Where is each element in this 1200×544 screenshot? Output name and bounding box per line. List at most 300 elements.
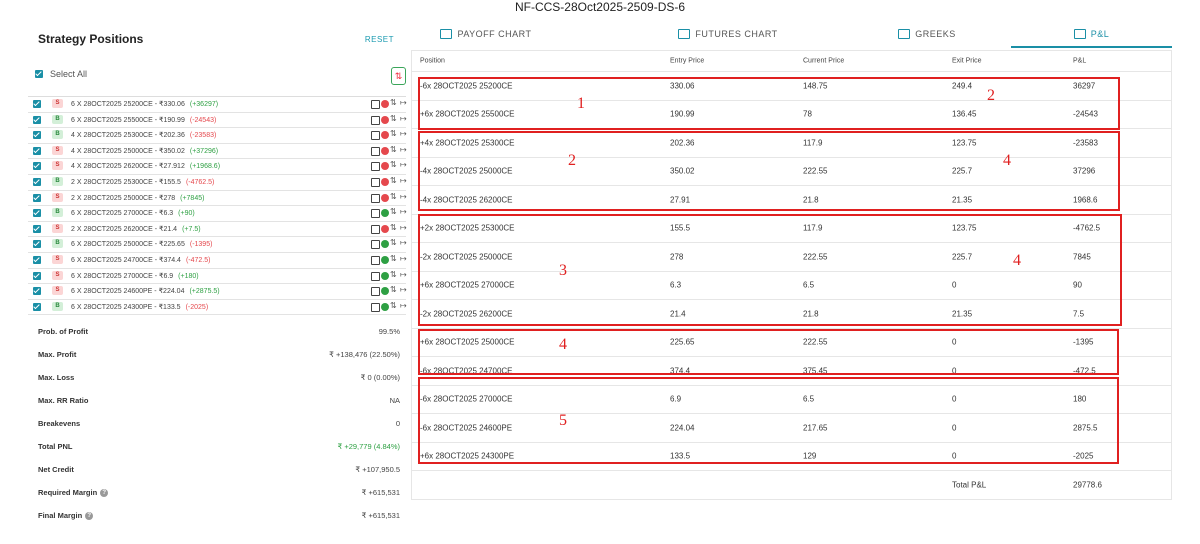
leg-actions xyxy=(371,99,407,109)
annotation-number: 2 xyxy=(568,152,576,169)
tab-greeks[interactable] xyxy=(857,22,997,46)
status-dot-icon[interactable] xyxy=(381,240,389,248)
table-cell: -6x 28OCT2025 27000CE xyxy=(420,394,513,404)
table-cell: 0 xyxy=(952,337,957,347)
status-dot-icon[interactable] xyxy=(381,194,389,202)
leg-pnl: (+7845) xyxy=(180,194,205,202)
annotation-number: 4 xyxy=(559,336,567,353)
leg-actions xyxy=(371,177,407,187)
table-cell: -4x 28OCT2025 25000CE xyxy=(420,166,513,176)
leg-price: ₹278 xyxy=(158,194,176,202)
edit-icon[interactable] xyxy=(371,287,380,296)
exit-icon[interactable]: ↦ xyxy=(400,144,407,154)
stat-value: NA xyxy=(389,396,400,406)
leg-qty: 2 xyxy=(71,178,75,186)
exit-icon[interactable]: ↦ xyxy=(400,253,407,263)
leg-label: 2 X 28OCT2025 26200CE - ₹21.4 (+7.5) xyxy=(71,225,201,233)
exit-icon[interactable]: ↦ xyxy=(400,129,407,139)
edit-icon[interactable] xyxy=(371,116,380,125)
leg-contract: 28OCT2025 25500CE xyxy=(83,116,153,124)
swap-icon[interactable]: ⇅ xyxy=(390,144,397,154)
swap-icon[interactable]: ⇅ xyxy=(390,238,397,248)
swap-icon[interactable]: ⇅ xyxy=(390,191,397,201)
strategy-positions-panel xyxy=(28,26,406,541)
leg-qty: 4 xyxy=(71,147,75,155)
exit-icon[interactable]: ↦ xyxy=(400,222,407,232)
swap-icon[interactable]: ⇅ xyxy=(390,207,397,217)
total-value: 29778.6 xyxy=(1073,480,1102,490)
table-cell: 222.55 xyxy=(803,252,828,262)
leg-checkbox[interactable] xyxy=(33,116,41,124)
table-cell: 123.75 xyxy=(952,138,977,148)
exit-icon[interactable]: ↦ xyxy=(400,300,407,310)
table-cell: 37296 xyxy=(1073,166,1096,176)
leg-checkbox[interactable] xyxy=(33,178,41,186)
swap-icon[interactable]: ⇅ xyxy=(390,175,397,185)
swap-icon[interactable]: ⇅ xyxy=(390,222,397,232)
edit-icon[interactable] xyxy=(371,303,380,312)
stat-value: ₹ +615,531 xyxy=(361,511,400,521)
position-leg xyxy=(28,97,406,113)
side-badge: S xyxy=(52,255,63,264)
leg-checkbox[interactable] xyxy=(33,147,41,155)
stat-label: Prob. of Profit xyxy=(38,327,88,337)
leg-price: ₹21.4 xyxy=(158,225,178,233)
leg-pnl: (+7.5) xyxy=(182,225,201,233)
edit-icon[interactable] xyxy=(371,194,380,203)
table-cell: -4x 28OCT2025 26200CE xyxy=(420,195,513,205)
table-cell: 278 xyxy=(670,252,684,262)
leg-label: 6 X 28OCT2025 25200CE - ₹330.06 (+36297) xyxy=(71,101,219,108)
position-leg xyxy=(28,284,406,300)
exit-icon[interactable]: ↦ xyxy=(400,207,407,217)
leg-actions xyxy=(371,255,407,265)
stat-row xyxy=(28,388,406,411)
leg-contract: 28OCT2025 25200CE xyxy=(83,101,153,108)
swap-icon[interactable]: ⇅ xyxy=(390,253,397,263)
table-cell: 0 xyxy=(952,394,957,404)
leg-actions xyxy=(371,302,407,312)
position-leg xyxy=(28,175,406,191)
leg-contract: 28OCT2025 27000CE xyxy=(83,272,153,280)
leg-label: 2 X 28OCT2025 25300CE - ₹155.5 (-4762.5) xyxy=(71,178,215,186)
status-dot-icon[interactable] xyxy=(381,303,389,311)
leg-checkbox[interactable] xyxy=(33,194,41,202)
leg-checkbox[interactable] xyxy=(33,256,41,264)
leg-pnl: (-4762.5) xyxy=(185,178,215,186)
table-icon xyxy=(1074,29,1086,39)
status-dot-icon[interactable] xyxy=(381,209,389,217)
leg-qty: 6 xyxy=(71,241,75,249)
leg-label: 6 X 28OCT2025 24300PE - ₹133.5 (-2025) xyxy=(71,303,209,311)
stat-value: 99.5% xyxy=(378,327,400,337)
table-cell: -6x 28OCT2025 24700CE xyxy=(420,366,513,376)
side-badge: B xyxy=(52,302,63,311)
table-cell: 1968.6 xyxy=(1073,195,1098,205)
table-cell: 21.35 xyxy=(952,309,973,319)
leg-checkbox[interactable] xyxy=(33,303,41,311)
sort-icon[interactable]: ⇅ xyxy=(391,67,406,85)
table-cell: 90 xyxy=(1073,280,1082,290)
position-leg xyxy=(28,237,406,253)
table-cell: +6x 28OCT2025 27000CE xyxy=(420,280,515,290)
table-cell: 21.8 xyxy=(803,309,819,319)
table-cell: 148.75 xyxy=(803,81,828,91)
table-cell: 0 xyxy=(952,451,957,461)
table-cell: 6.5 xyxy=(803,394,815,404)
side-badge: B xyxy=(52,130,63,139)
leg-actions xyxy=(371,130,407,140)
table-cell: 225.65 xyxy=(670,337,695,347)
table-cell: 2875.5 xyxy=(1073,423,1098,433)
edit-icon[interactable] xyxy=(371,272,380,281)
status-dot-icon[interactable] xyxy=(381,100,389,108)
swap-icon[interactable]: ⇅ xyxy=(390,98,397,107)
leg-qty: 2 xyxy=(71,225,75,233)
leg-price: ₹224.04 xyxy=(158,288,185,296)
leg-qty: 6 xyxy=(71,256,75,264)
leg-price: ₹133.5 xyxy=(158,303,181,311)
table-cell: 21.35 xyxy=(952,195,973,205)
swap-icon[interactable]: ⇅ xyxy=(390,160,397,170)
table-cell: 6.3 xyxy=(670,280,682,290)
leg-price: ₹350.02 xyxy=(158,147,185,155)
table-cell: 27.91 xyxy=(670,195,691,205)
leg-checkbox[interactable] xyxy=(33,272,41,280)
chart-icon xyxy=(678,29,690,39)
table-cell: 21.4 xyxy=(670,309,686,319)
stat-row xyxy=(28,457,406,480)
leg-label: 6 X 28OCT2025 24600PE - ₹224.04 (+2875.5) xyxy=(71,288,220,296)
table-cell: -6x 28OCT2025 24600PE xyxy=(420,423,513,433)
annotation-number: 4 xyxy=(1003,152,1011,169)
table-cell: +6x 28OCT2025 24300PE xyxy=(420,451,515,461)
leg-checkbox[interactable] xyxy=(33,287,41,295)
status-dot-icon[interactable] xyxy=(381,116,389,124)
leg-price: ₹374.4 xyxy=(158,256,181,264)
tab-label: GREEKS xyxy=(915,29,956,39)
table-cell: 375.45 xyxy=(803,366,828,376)
leg-checkbox[interactable] xyxy=(33,100,41,108)
swap-icon[interactable]: ⇅ xyxy=(390,300,397,310)
leg-checkbox[interactable] xyxy=(33,209,41,217)
leg-qty: 2 xyxy=(71,194,75,202)
table-cell: 225.7 xyxy=(952,166,973,176)
exit-icon[interactable]: ↦ xyxy=(400,285,407,295)
side-badge: S xyxy=(52,224,63,233)
table-cell: 224.04 xyxy=(670,423,695,433)
position-leg xyxy=(28,253,406,269)
exit-icon[interactable]: ↦ xyxy=(400,269,407,279)
column-header: Position xyxy=(420,57,445,65)
leg-qty: 6 xyxy=(71,101,75,108)
stat-label: Total PNL xyxy=(38,442,73,452)
annotation-number: 4 xyxy=(1013,252,1021,269)
annotation-number: 5 xyxy=(559,412,567,429)
tab-payoff-chart[interactable] xyxy=(411,22,561,46)
edit-icon[interactable] xyxy=(371,225,380,234)
leg-price: ₹330.06 xyxy=(158,101,185,108)
table-cell: -1395 xyxy=(1073,337,1094,347)
help-icon[interactable]: ? xyxy=(85,512,93,520)
leg-contract: 28OCT2025 24600PE xyxy=(83,288,153,296)
stat-value: ₹ +138,476 (22.50%) xyxy=(329,350,400,360)
table-cell: -4762.5 xyxy=(1073,223,1101,233)
table-cell: 202.36 xyxy=(670,138,695,148)
leg-list xyxy=(28,96,406,315)
leg-price: ₹6.9 xyxy=(158,272,174,280)
swap-icon[interactable]: ⇅ xyxy=(390,285,397,295)
status-dot-icon[interactable] xyxy=(381,178,389,186)
exit-icon[interactable]: ↦ xyxy=(400,160,407,170)
stat-row xyxy=(28,503,406,526)
table-cell: 117.9 xyxy=(803,138,823,148)
edit-icon[interactable] xyxy=(371,240,380,249)
edit-icon[interactable] xyxy=(371,209,380,218)
table-cell: 133.5 xyxy=(670,451,691,461)
leg-label: 4 X 28OCT2025 25300CE - ₹202.36 (-23583) xyxy=(71,132,217,140)
side-badge: B xyxy=(52,208,63,217)
leg-actions xyxy=(371,193,407,203)
stat-value: ₹ +615,531 xyxy=(361,488,400,498)
stat-row xyxy=(28,365,406,388)
leg-pnl: (+1968.6) xyxy=(189,163,221,171)
leg-contract: 28OCT2025 27000CE xyxy=(83,210,153,218)
table-cell: +6x 28OCT2025 25000CE xyxy=(420,337,515,347)
tab-label: PAYOFF CHART xyxy=(457,29,532,39)
tab-futures-chart[interactable] xyxy=(643,22,813,46)
column-header: Current Price xyxy=(803,57,845,65)
position-leg xyxy=(28,144,406,160)
exit-icon[interactable]: ↦ xyxy=(400,98,407,107)
leg-pnl: (-472.5) xyxy=(185,256,211,264)
leg-contract: 28OCT2025 24300PE xyxy=(83,303,153,311)
help-icon[interactable]: ? xyxy=(100,489,108,497)
leg-label: 2 X 28OCT2025 25000CE - ₹278 (+7845) xyxy=(71,194,205,202)
leg-pnl: (+37296) xyxy=(189,147,219,155)
table-cell: +4x 28OCT2025 25300CE xyxy=(420,138,515,148)
table-cell: -2x 28OCT2025 26200CE xyxy=(420,309,513,319)
edit-icon[interactable] xyxy=(371,162,380,171)
swap-icon[interactable]: ⇅ xyxy=(390,113,397,123)
annotation-box xyxy=(418,77,1120,130)
leg-contract: 28OCT2025 25000CE xyxy=(83,241,153,249)
table-cell: 123.75 xyxy=(952,223,977,233)
leg-actions xyxy=(371,224,407,234)
strategy-title: NF-CCS-28Oct2025-2509-DS-6 xyxy=(514,0,686,14)
leg-label: 4 X 28OCT2025 25000CE - ₹350.02 (+37296) xyxy=(71,147,219,155)
exit-icon[interactable]: ↦ xyxy=(400,238,407,248)
status-dot-icon[interactable] xyxy=(381,256,389,264)
table-cell: +6x 28OCT2025 25500CE xyxy=(420,109,515,119)
table-icon xyxy=(898,29,910,39)
swap-icon[interactable]: ⇅ xyxy=(390,129,397,139)
table-cell: 222.55 xyxy=(803,166,828,176)
status-dot-icon[interactable] xyxy=(381,131,389,139)
table-cell: 6.5 xyxy=(803,280,815,290)
table-cell: 190.99 xyxy=(670,109,695,119)
annotation-box xyxy=(418,131,1120,211)
annotation-number: 1 xyxy=(577,95,585,112)
leg-label: 6 X 28OCT2025 25500CE - ₹190.99 (-24543) xyxy=(71,116,217,124)
leg-price: ₹190.99 xyxy=(158,116,185,124)
stat-label: Required Margin ? xyxy=(38,488,108,497)
position-leg xyxy=(28,222,406,238)
edit-icon[interactable] xyxy=(371,131,380,140)
leg-actions xyxy=(371,146,407,156)
table-cell: 21.8 xyxy=(803,195,819,205)
position-leg xyxy=(28,269,406,285)
table-cell: 249.4 xyxy=(952,81,973,91)
leg-contract: 28OCT2025 25300CE xyxy=(83,132,153,140)
leg-actions xyxy=(371,271,407,281)
table-cell: -24543 xyxy=(1073,109,1098,119)
tab-label: FUTURES CHART xyxy=(695,29,778,39)
stat-row xyxy=(28,480,406,503)
table-cell: 222.55 xyxy=(803,337,828,347)
status-dot-icon[interactable] xyxy=(381,225,389,233)
edit-icon[interactable] xyxy=(371,100,380,109)
stat-label: Max. Profit xyxy=(38,350,77,360)
tab-label: P&L xyxy=(1090,29,1110,39)
stat-label: Max. Loss xyxy=(38,373,75,383)
leg-contract: 28OCT2025 26200CE xyxy=(83,163,153,171)
table-cell: 217.65 xyxy=(803,423,828,433)
table-cell: 7845 xyxy=(1073,252,1091,262)
edit-icon[interactable] xyxy=(371,178,380,187)
status-dot-icon[interactable] xyxy=(381,162,389,170)
side-badge: S xyxy=(52,146,63,155)
exit-icon[interactable]: ↦ xyxy=(400,175,407,185)
stat-label: Breakevens xyxy=(38,419,81,429)
table-cell: 330.06 xyxy=(670,81,695,91)
column-header: Entry Price xyxy=(670,57,705,65)
position-leg xyxy=(28,191,406,207)
position-leg xyxy=(28,128,406,144)
edit-icon[interactable] xyxy=(371,256,380,265)
leg-actions xyxy=(371,239,407,249)
leg-price: ₹27.912 xyxy=(158,163,185,171)
position-leg xyxy=(28,159,406,175)
column-header: Exit Price xyxy=(952,57,982,65)
leg-checkbox[interactable] xyxy=(33,131,41,139)
table-cell: 374.4 xyxy=(670,366,691,376)
table-cell: 36297 xyxy=(1073,81,1096,91)
total-row xyxy=(412,471,1171,499)
exit-icon[interactable]: ↦ xyxy=(400,113,407,123)
table-cell: 78 xyxy=(803,109,812,119)
tab-bar xyxy=(411,22,1172,48)
leg-price: ₹225.65 xyxy=(158,241,185,249)
leg-price: ₹155.5 xyxy=(158,178,181,186)
side-badge: S xyxy=(52,193,63,202)
stat-value: ₹ 0 (0.00%) xyxy=(360,373,400,383)
table-header xyxy=(412,51,1171,72)
side-badge: B xyxy=(52,115,63,124)
table-cell: 350.02 xyxy=(670,166,695,176)
leg-pnl: (-23583) xyxy=(189,132,217,140)
leg-qty: 6 xyxy=(71,210,75,218)
stat-row xyxy=(28,411,406,434)
panel-title: Strategy Positions xyxy=(38,32,144,46)
annotation-number: 2 xyxy=(987,87,995,104)
table-cell: +2x 28OCT2025 25300CE xyxy=(420,223,515,233)
leg-pnl: (-2025) xyxy=(185,303,209,311)
tab-p-l[interactable] xyxy=(1011,22,1172,48)
leg-pnl: (-24543) xyxy=(189,116,217,124)
status-dot-icon[interactable] xyxy=(381,147,389,155)
stat-label: Net Credit xyxy=(38,465,74,475)
leg-pnl: (+2875.5) xyxy=(189,288,220,296)
side-badge: S xyxy=(52,99,63,108)
position-leg xyxy=(28,300,406,316)
side-badge: B xyxy=(52,177,63,186)
leg-actions xyxy=(371,208,407,218)
leg-price: ₹202.36 xyxy=(158,132,185,140)
leg-qty: 6 xyxy=(71,303,75,311)
stat-row xyxy=(28,434,406,457)
leg-label: 6 X 28OCT2025 25000CE - ₹225.65 (-1395) xyxy=(71,241,213,249)
status-dot-icon[interactable] xyxy=(381,287,389,295)
leg-label: 6 X 28OCT2025 27000CE - ₹6.9 (+180) xyxy=(71,272,199,280)
table-cell: 180 xyxy=(1073,394,1087,404)
leg-actions xyxy=(371,115,407,125)
table-cell: -2025 xyxy=(1073,451,1094,461)
exit-icon[interactable]: ↦ xyxy=(400,191,407,201)
chart-icon xyxy=(440,29,452,39)
leg-checkbox[interactable] xyxy=(33,162,41,170)
table-cell: 155.5 xyxy=(670,223,691,233)
leg-checkbox[interactable] xyxy=(33,240,41,248)
table-cell: 0 xyxy=(952,423,957,433)
reset-button[interactable]: RESET xyxy=(364,35,394,44)
edit-icon[interactable] xyxy=(371,147,380,156)
leg-pnl: (-1395) xyxy=(189,241,213,249)
select-all-checkbox[interactable] xyxy=(35,70,43,78)
leg-actions xyxy=(371,161,407,171)
table-cell: 225.7 xyxy=(952,252,973,262)
table-cell: 0 xyxy=(952,366,957,376)
leg-checkbox[interactable] xyxy=(33,225,41,233)
leg-actions xyxy=(371,286,407,296)
select-all-label: Select All xyxy=(50,69,88,79)
table-cell: 7.5 xyxy=(1073,309,1085,319)
swap-icon[interactable]: ⇅ xyxy=(390,269,397,279)
table-cell: 129 xyxy=(803,451,817,461)
stat-label: Max. RR Ratio xyxy=(38,396,89,406)
leg-contract: 28OCT2025 25000CE xyxy=(83,194,153,202)
stat-row xyxy=(28,319,406,342)
side-badge: S xyxy=(52,286,63,295)
leg-contract: 28OCT2025 26200CE xyxy=(83,225,153,233)
table-cell: -2x 28OCT2025 25000CE xyxy=(420,252,513,262)
leg-pnl: (+90) xyxy=(178,210,195,218)
stat-value: ₹ +107,950.5 xyxy=(355,465,400,475)
stat-value: 0 xyxy=(395,419,400,429)
stat-row xyxy=(28,342,406,365)
column-header: P&L xyxy=(1073,57,1087,65)
side-badge: S xyxy=(52,271,63,280)
status-dot-icon[interactable] xyxy=(381,272,389,280)
total-label: Total P&L xyxy=(952,480,987,490)
table-cell: 117.9 xyxy=(803,223,823,233)
annotation-box xyxy=(418,214,1122,326)
side-badge: S xyxy=(52,161,63,170)
position-leg xyxy=(28,113,406,129)
leg-contract: 28OCT2025 24700CE xyxy=(83,256,153,264)
table-cell: 0 xyxy=(952,280,957,290)
leg-label: 6 X 28OCT2025 27000CE - ₹6.3 (+90) xyxy=(71,210,195,218)
